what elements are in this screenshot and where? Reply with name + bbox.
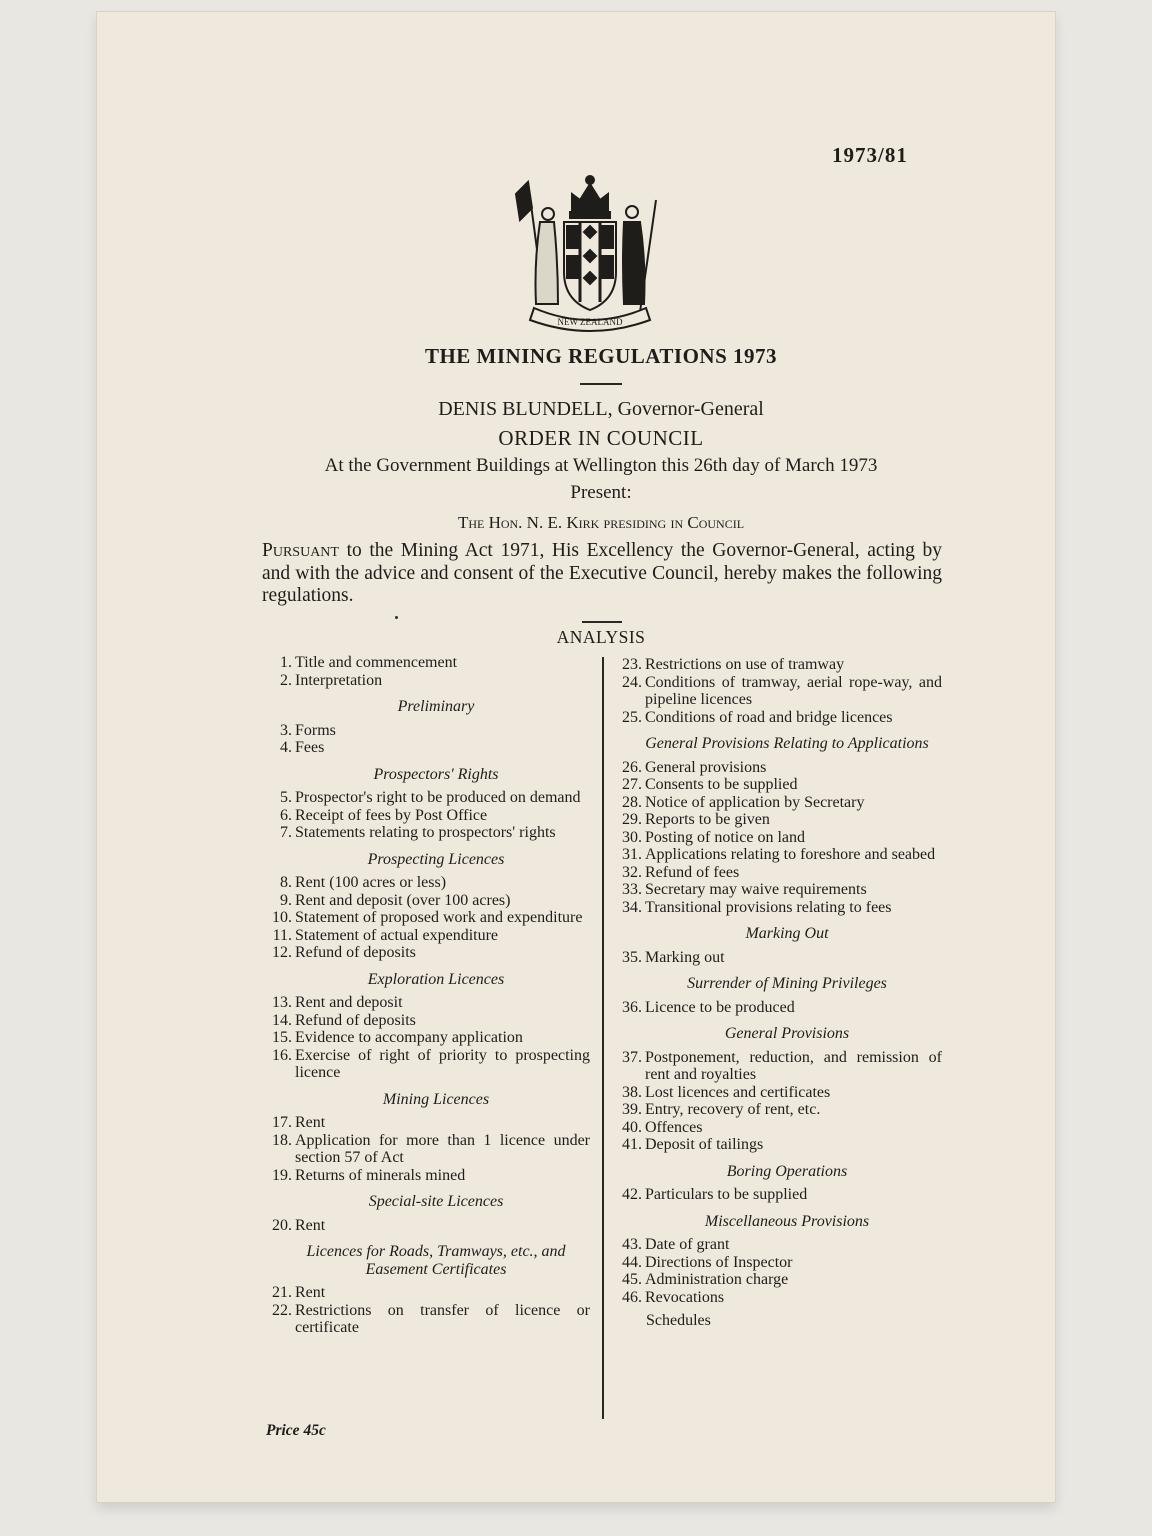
entry-text: Rent — [295, 1216, 326, 1234]
entry-number: 43. — [622, 1236, 642, 1253]
entry-text: Refund of fees — [645, 863, 740, 881]
entry-text: Forms — [295, 721, 336, 739]
analysis-entry — [262, 1302, 590, 1337]
entry-number: 19. — [272, 1166, 292, 1184]
title-divider — [580, 383, 622, 385]
section-heading: Boring Operations — [726, 1162, 848, 1180]
entry-text: Statement of proposed work and expenditure — [295, 909, 583, 926]
entry-text: Postponement, reduction, and remission of rent and royalties — [645, 1048, 942, 1083]
entry-text: Statements relating to prospectors' rights — [295, 824, 556, 841]
entry-number: 6. — [280, 806, 292, 824]
entry-number: 42. — [622, 1186, 642, 1203]
entry-text: Notice of application by Secretary — [645, 793, 865, 811]
analysis-entry — [262, 1132, 590, 1167]
regulations-title: THE MINING REGULATIONS 1973 — [424, 344, 778, 368]
analysis-right-column — [612, 656, 942, 1330]
analysis-entry — [612, 1254, 942, 1272]
analysis-entry — [262, 994, 590, 1012]
entry-text: General provisions — [645, 758, 767, 776]
entry-text: Receipt of fees by Post Office — [295, 806, 488, 824]
governor-general-line: DENIS BLUNDELL, Governor-General — [438, 398, 764, 420]
entry-text: Conditions of road and bridge licences — [645, 708, 893, 726]
analysis-entry — [612, 1186, 942, 1204]
analysis-entry — [262, 807, 590, 825]
entry-number: 24. — [622, 673, 642, 691]
analysis-entry — [262, 927, 590, 945]
entry-number: 16. — [272, 1046, 292, 1064]
entry-text: Secretary may waive requirements — [645, 881, 867, 898]
entry-number: 28. — [622, 793, 642, 811]
analysis-entry — [612, 674, 942, 709]
entry-text: Application for more than 1 licence under section 57 of Act — [295, 1131, 590, 1166]
entry-text: Rent and deposit — [295, 994, 403, 1011]
entry-number: 29. — [622, 811, 642, 828]
entry-text: Administration charge — [645, 1271, 789, 1288]
analysis-entry — [262, 874, 590, 892]
entry-text: Rent and deposit (over 100 acres) — [295, 891, 511, 909]
entry-number: 9. — [280, 891, 292, 909]
analysis-entry — [262, 1167, 590, 1185]
entry-number: 31. — [622, 846, 642, 863]
analysis-entry — [612, 846, 942, 864]
analysis-entry — [262, 722, 590, 740]
analysis-left-column — [262, 654, 590, 1337]
analysis-entry — [262, 739, 590, 757]
section-heading: Licences for Roads, Tramways, etc., and Easement Certificates — [306, 1243, 566, 1278]
entry-number: 32. — [622, 863, 642, 881]
analysis-entry — [262, 789, 590, 807]
entry-text: Revocations — [645, 1288, 725, 1306]
analysis-entry — [612, 811, 942, 829]
analysis-entry — [262, 1217, 590, 1235]
analysis-entry — [612, 1049, 942, 1084]
entry-text: Marking out — [645, 948, 725, 966]
present-line: Present: — [570, 482, 632, 503]
analysis-entry — [262, 892, 590, 910]
entry-number: 15. — [272, 1029, 292, 1046]
entry-text: Refund of deposits — [295, 1011, 416, 1029]
analysis-entry — [612, 794, 942, 812]
section-heading: General Provisions — [724, 1025, 850, 1042]
column-divider — [602, 657, 604, 1419]
preamble-paragraph — [262, 540, 942, 608]
analysis-entry — [262, 1012, 590, 1030]
analysis-entry — [612, 1289, 942, 1307]
entry-text: Restrictions on transfer of licence or certificate — [295, 1301, 590, 1336]
entry-number: 14. — [272, 1011, 292, 1029]
entry-text: Entry, recovery of rent, etc. — [645, 1101, 821, 1118]
ink-dot — [395, 616, 398, 619]
analysis-entry — [612, 1271, 942, 1289]
entry-text: Restrictions on use of tramway — [645, 656, 845, 673]
entry-text: Statement of actual expenditure — [295, 926, 499, 944]
entry-number: 17. — [272, 1114, 292, 1131]
analysis-entry — [262, 1029, 590, 1047]
entry-number: 12. — [272, 944, 292, 961]
entry-text: Posting of notice on land — [645, 828, 805, 846]
entry-number: 8. — [280, 874, 292, 891]
preamble-text: to the Mining Act 1971, His Excellency the Governor-General, acting by and with the advice and consent of the Executive Council, hereby makes the following regulations. — [262, 540, 942, 606]
entry-number: 10. — [272, 909, 292, 926]
entry-text: Evidence to accompany application — [295, 1029, 523, 1046]
section-heading: Prospecting Licences — [367, 850, 505, 868]
order-in-council-heading: ORDER IN COUNCIL — [498, 426, 704, 450]
section-heading: Mining Licences — [382, 1090, 490, 1108]
entry-number: 37. — [622, 1048, 642, 1066]
entry-number: 46. — [622, 1288, 642, 1306]
analysis-entry — [612, 829, 942, 847]
entry-number: 38. — [622, 1083, 642, 1101]
analysis-entry — [612, 776, 942, 794]
analysis-entry — [262, 824, 590, 842]
entry-number: 5. — [280, 789, 292, 806]
entry-text: Applications relating to foreshore and seabed — [645, 846, 936, 863]
preamble-lead: Pursuant — [262, 540, 339, 561]
section-heading: General Provisions Relating to Applications — [645, 735, 929, 752]
presiding-line: The Hon. N. E. Kirk presiding in Council — [457, 513, 745, 532]
analysis-entry — [612, 1119, 942, 1137]
entry-text: Fees — [295, 739, 325, 756]
entry-number: 26. — [622, 758, 642, 776]
coat-of-arms-icon — [514, 172, 666, 334]
analysis-entry — [612, 759, 942, 777]
analysis-entry — [612, 949, 942, 967]
analysis-divider — [582, 621, 622, 623]
entry-text: Exercise of right of priority to prospecting licence — [295, 1046, 590, 1081]
section-heading: Surrender of Mining Privileges — [687, 975, 887, 992]
entry-number: 1. — [280, 654, 292, 671]
entry-number: 35. — [622, 948, 642, 966]
entry-number: 34. — [622, 898, 642, 916]
entry-number: 41. — [622, 1136, 642, 1153]
section-heading: Marking Out — [745, 925, 829, 942]
analysis-entry — [612, 899, 942, 917]
entry-text: Rent — [295, 1284, 326, 1301]
entry-text: Interpretation — [295, 671, 383, 689]
analysis-entry — [262, 1114, 590, 1132]
entry-text: Refund of deposits — [295, 944, 416, 961]
analysis-entry — [612, 1084, 942, 1102]
entry-text: Transitional provisions relating to fees — [645, 898, 892, 916]
section-heading: Prospectors' Rights — [373, 765, 499, 783]
schedules-label: Schedules — [646, 1312, 711, 1329]
entry-text: Conditions of tramway, aerial rope-way, and pipeline licences — [645, 673, 942, 708]
entry-number: 25. — [622, 708, 642, 726]
entry-number: 23. — [622, 656, 642, 673]
analysis-entry — [612, 999, 942, 1017]
analysis-entry — [612, 1101, 942, 1119]
entry-text: Consents to be supplied — [645, 776, 798, 793]
analysis-entry — [612, 656, 942, 674]
entry-number: 4. — [280, 739, 292, 756]
entry-number: 39. — [622, 1101, 642, 1118]
section-heading: Preliminary — [397, 698, 475, 715]
entry-number: 7. — [280, 824, 292, 841]
section-heading: Miscellaneous Provisions — [704, 1212, 870, 1230]
entry-number: 13. — [272, 994, 292, 1011]
analysis-entry — [262, 1047, 590, 1082]
entry-text: Directions of Inspector — [645, 1253, 793, 1271]
entry-number: 22. — [272, 1301, 292, 1319]
entry-number: 40. — [622, 1118, 642, 1136]
entry-number: 36. — [622, 998, 642, 1016]
section-heading: Exploration Licences — [367, 970, 505, 988]
entry-number: 20. — [272, 1216, 292, 1234]
entry-text: Lost licences and certificates — [645, 1083, 831, 1101]
entry-text: Title and commencement — [295, 654, 458, 671]
entry-number: 11. — [272, 926, 292, 944]
entry-text: Date of grant — [645, 1236, 730, 1253]
entry-text: Reports to be given — [645, 811, 770, 828]
entry-text: Rent — [295, 1114, 326, 1131]
crest-scroll-text: NEW ZEALAND — [557, 317, 623, 327]
entry-number: 18. — [272, 1131, 292, 1149]
entry-number: 30. — [622, 828, 642, 846]
analysis-entry — [612, 709, 942, 727]
analysis-entry — [262, 672, 590, 690]
entry-text: Licence to be produced — [645, 998, 795, 1016]
entry-text: Particulars to be supplied — [645, 1186, 808, 1203]
analysis-entry — [612, 881, 942, 899]
analysis-entry — [612, 1236, 942, 1254]
entry-text: Deposit of tailings — [645, 1136, 764, 1153]
price-label: Price 45c — [266, 1422, 326, 1439]
analysis-entry — [262, 654, 590, 672]
entry-text: Prospector's right to be produced on demand — [295, 789, 581, 806]
section-heading: Special-site Licences — [368, 1193, 504, 1210]
entry-text: Returns of minerals mined — [295, 1166, 466, 1184]
location-date-line: At the Government Buildings at Wellington this 26th day of March 1973 — [324, 455, 878, 476]
entry-text: Rent (100 acres or less) — [295, 874, 447, 891]
entry-number: 27. — [622, 776, 642, 793]
analysis-heading: ANALYSIS — [556, 627, 646, 647]
analysis-entry — [612, 1136, 942, 1154]
analysis-entry — [262, 1284, 590, 1302]
entry-number: 45. — [622, 1271, 642, 1288]
entry-number: 44. — [622, 1253, 642, 1271]
entry-number: 33. — [622, 881, 642, 898]
analysis-entry — [612, 864, 942, 882]
entry-number: 3. — [280, 721, 292, 739]
analysis-entry — [262, 909, 590, 927]
analysis-entry — [262, 944, 590, 962]
entry-number: 21. — [272, 1284, 292, 1301]
entry-number: 2. — [280, 671, 292, 689]
entry-text: Offences — [645, 1118, 703, 1136]
document-number: 1973/81 — [832, 143, 908, 167]
